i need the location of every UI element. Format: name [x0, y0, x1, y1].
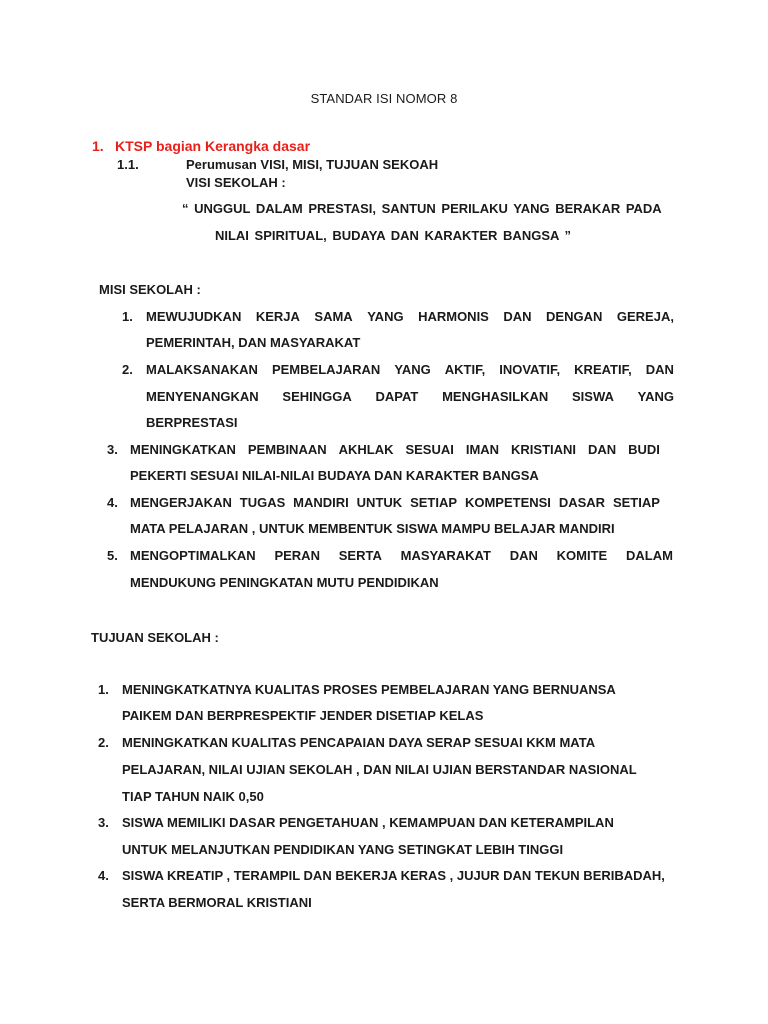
misi-item-line: BERPRESTASI	[146, 415, 238, 430]
word: DAN	[509, 548, 538, 563]
tujuan-item-line: SERTA BERMORAL KRISTIANI	[122, 895, 312, 910]
word: MANDIRI	[293, 495, 349, 510]
word: KERJA	[255, 309, 300, 324]
tujuan-item-number: 1.	[98, 682, 109, 697]
word: GEREJA,	[616, 309, 674, 324]
misi-item-line: MENDUKUNG PENINGKATAN MUTU PENDIDIKAN	[130, 575, 439, 590]
word: DAN	[503, 309, 532, 324]
misi-item-line	[146, 362, 674, 377]
misi-item-number: 1.	[122, 309, 133, 324]
misi-item-number: 3.	[107, 442, 118, 457]
word: MASYARAKAT	[400, 548, 491, 563]
word: SISWA	[571, 389, 614, 404]
word: PEMBINAAN	[247, 442, 327, 457]
word: DENGAN	[546, 309, 603, 324]
word: KRISTIANI	[511, 442, 577, 457]
misi-item-line	[146, 309, 674, 324]
visi-label: VISI SEKOLAH :	[186, 175, 286, 190]
tujuan-item-line: PAIKEM DAN BERPRESPEKTIF JENDER DISETIAP KELAS	[122, 708, 484, 723]
misi-item-line: PEKERTI SESUAI NILAI-NILAI BUDAYA DAN KARAKTER BANGSA	[130, 468, 539, 483]
subsection-heading	[117, 157, 438, 172]
tujuan-item-line: MENINGKATKAN KUALITAS PENCAPAIAN DAYA SERAP SESUAI KKM MATA	[122, 735, 596, 750]
word: YANG	[367, 309, 404, 324]
word: MENGHASILKAN	[442, 389, 549, 404]
word: YANG	[394, 362, 431, 377]
tujuan-item-number: 4.	[98, 868, 109, 883]
word: DAN	[645, 362, 674, 377]
word: DALAM	[626, 548, 673, 563]
tujuan-item-line: TIAP TAHUN NAIK 0,50	[122, 789, 264, 804]
tujuan-item-line: MENINGKATKATNYA KUALITAS PROSES PEMBELAJARAN YANG BERNUANSA	[122, 682, 616, 697]
tujuan-item-number: 3.	[98, 815, 109, 830]
word: DAN	[587, 442, 617, 457]
tujuan-item-number: 2.	[98, 735, 109, 750]
word: SESUAI	[405, 442, 454, 457]
word: TUGAS	[239, 495, 286, 510]
misi-item-number: 5.	[107, 548, 118, 563]
section-heading	[92, 138, 310, 154]
document-title: STANDAR ISI NOMOR 8	[310, 91, 458, 106]
section-number: 1.	[92, 138, 104, 154]
word: KOMITE	[556, 548, 608, 563]
word: SETIAP	[612, 495, 660, 510]
word: PERAN	[274, 548, 320, 563]
word: KOMPETENSI	[464, 495, 551, 510]
misi-item-line	[146, 389, 674, 404]
word: SETIAP	[410, 495, 458, 510]
subsection-number: 1.1.	[117, 157, 139, 172]
word: KREATIF,	[574, 362, 632, 377]
tujuan-item-line: UNTUK MELANJUTKAN PENDIDIKAN YANG SETINGKAT LEBIH TINGGI	[122, 842, 564, 857]
word: IMAN	[465, 442, 500, 457]
section-label: KTSP bagian Kerangka dasar	[115, 138, 311, 154]
word: MENGOPTIMALKAN	[130, 548, 256, 563]
word: AKTIF,	[444, 362, 486, 377]
misi-item-number: 4.	[107, 495, 118, 510]
misi-item-line	[130, 442, 660, 457]
word: DAPAT	[375, 389, 419, 404]
word: BUDI	[628, 442, 660, 457]
word: PEMBELAJARAN	[271, 362, 381, 377]
tujuan-item-line: PELAJARAN, NILAI UJIAN SEKOLAH , DAN NILAI UJIAN BERSTANDAR NASIONAL	[122, 762, 637, 777]
word: YANG	[637, 389, 674, 404]
misi-item-number: 2.	[122, 362, 133, 377]
word: UNTUK	[356, 495, 403, 510]
tujuan-heading: TUJUAN SEKOLAH :	[91, 630, 219, 645]
word: INOVATIF,	[499, 362, 561, 377]
word: DASAR	[558, 495, 606, 510]
word: SERTA	[338, 548, 382, 563]
word: HARMONIS	[418, 309, 489, 324]
word: MEWUJUDKAN	[146, 309, 242, 324]
word: MENYENANGKAN	[146, 389, 259, 404]
misi-item-line: MATA PELAJARAN , UNTUK MEMBENTUK SISWA MAMPU BELAJAR MANDIRI	[130, 521, 615, 536]
word: MALAKSANAKAN	[146, 362, 258, 377]
tujuan-item-line: SISWA KREATIP , TERAMPIL DAN BEKERJA KERAS , JUJUR DAN TEKUN BERIBADAH,	[122, 868, 665, 883]
misi-item-line	[130, 548, 673, 563]
word: MENGERJAKAN	[130, 495, 232, 510]
visi-statement-line-2: NILAI SPIRITUAL, BUDAYA DAN KARAKTER BANGSA ”	[214, 228, 572, 243]
word: SAMA	[314, 309, 353, 324]
word: AKHLAK	[338, 442, 394, 457]
word: SEHINGGA	[282, 389, 352, 404]
tujuan-item-line: SISWA MEMILIKI DASAR PENGETAHUAN , KEMAMPUAN DAN KETERAMPILAN	[122, 815, 614, 830]
misi-item-line: PEMERINTAH, DAN MASYARAKAT	[146, 335, 361, 350]
misi-heading: MISI SEKOLAH :	[99, 282, 201, 297]
misi-item-line	[130, 495, 660, 510]
subsection-label: Perumusan VISI, MISI, TUJUAN SEKOAH	[186, 157, 439, 172]
visi-statement-line-1: “ UNGGUL DALAM PRESTASI, SANTUN PERILAKU YANG BERAKAR PADA	[182, 201, 662, 216]
word: MENINGKATKAN	[130, 442, 236, 457]
